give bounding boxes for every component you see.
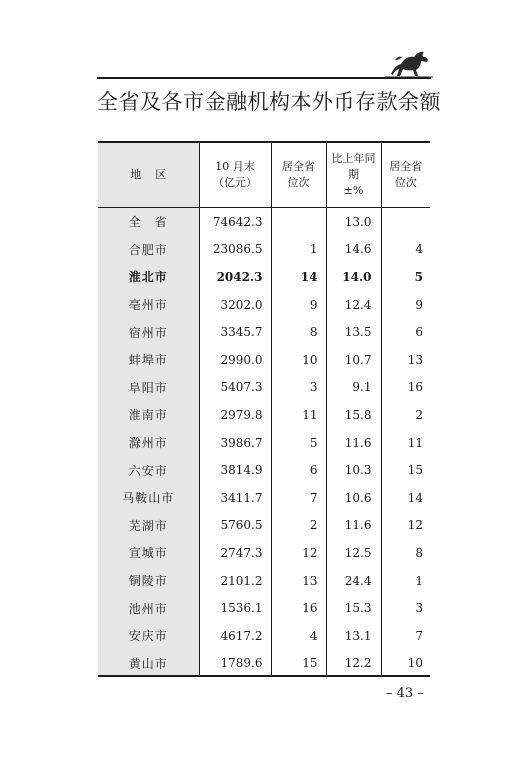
cell-rank-yoy: 4 [381, 236, 430, 264]
cell-rank-balance: 11 [271, 401, 326, 429]
cell-rank-yoy: 10 [381, 650, 430, 678]
header-rank-yoy-line1: 居全省 [389, 160, 423, 173]
table-row [98, 622, 430, 650]
cell-balance: 2990.0 [199, 346, 271, 374]
cell-region: 滁州市 [128, 436, 168, 451]
cell-yoy: 10.3 [326, 456, 381, 484]
cell-balance: 74642.3 [199, 208, 271, 236]
header-yoy-line3: ±% [343, 184, 364, 197]
cell-region: 芜湖市 [128, 518, 168, 533]
cell-rank-balance: 8 [271, 318, 326, 346]
cell-region: 蚌埠市 [128, 353, 168, 368]
cell-balance: 5760.5 [199, 512, 271, 540]
table-row [98, 346, 430, 374]
table-row [98, 650, 430, 678]
table-row [98, 401, 430, 429]
cell-region: 合肥市 [128, 242, 168, 257]
table-row [98, 263, 430, 291]
cell-region: 安庆市 [128, 629, 168, 644]
cell-region: 池州市 [128, 601, 168, 616]
table-header-row [98, 143, 430, 208]
cell-rank-yoy: 12 [381, 512, 430, 540]
cell-region: 马鞍山市 [122, 491, 175, 506]
table-row [98, 484, 430, 512]
header-yoy-line2: 期 [348, 168, 359, 181]
cell-rank-yoy: 9 [381, 291, 430, 319]
cell-rank-yoy: 13 [381, 346, 430, 374]
table-row [98, 567, 430, 595]
header-balance-line1: 10 月末 [215, 160, 255, 173]
cell-balance: 2101.2 [199, 567, 271, 595]
cell-rank-yoy: 5 [381, 263, 430, 291]
table-body [98, 208, 430, 678]
cell-rank-balance: 7 [271, 484, 326, 512]
header-rank-balance [271, 143, 326, 208]
page-number: – 43 – [386, 686, 424, 701]
cell-balance: 2747.3 [199, 539, 271, 567]
cell-balance: 3345.7 [199, 318, 271, 346]
header-rule [97, 77, 431, 79]
cell-yoy: 15.3 [326, 594, 381, 622]
table-row [98, 429, 430, 457]
cell-rank-yoy [381, 208, 430, 236]
cell-region: 铜陵市 [128, 574, 168, 589]
cell-rank-balance [271, 208, 326, 236]
cell-balance: 5407.3 [199, 374, 271, 402]
cell-rank-balance: 5 [271, 429, 326, 457]
cell-rank-balance: 14 [271, 263, 326, 291]
cell-rank-balance: 2 [271, 512, 326, 540]
cell-yoy: 14.6 [326, 236, 381, 264]
cell-region: 全 省 [128, 215, 168, 230]
horse-icon [385, 48, 433, 78]
cell-yoy: 24.4 [326, 567, 381, 595]
header-region: 地区 [98, 143, 199, 208]
cell-yoy: 12.4 [326, 291, 381, 319]
cell-yoy: 9.1 [326, 374, 381, 402]
cell-rank-yoy: 8 [381, 539, 430, 567]
cell-yoy: 11.6 [326, 429, 381, 457]
cell-balance: 2979.8 [199, 401, 271, 429]
cell-rank-yoy: 1 [381, 567, 430, 595]
cell-yoy: 10.6 [326, 484, 381, 512]
cell-region: 亳州市 [128, 298, 168, 313]
cell-yoy: 15.8 [326, 401, 381, 429]
cell-balance: 2042.3 [199, 263, 271, 291]
table-row [98, 374, 430, 402]
cell-region: 阜阳市 [128, 380, 168, 395]
cell-balance: 3986.7 [199, 429, 271, 457]
cell-region: 宣城市 [128, 546, 168, 561]
cell-rank-yoy: 2 [381, 401, 430, 429]
header-rank-balance-line2: 位次 [287, 176, 310, 189]
cell-rank-yoy: 6 [381, 318, 430, 346]
cell-region: 黄山市 [128, 656, 168, 671]
cell-region: 宿州市 [128, 325, 168, 340]
table-row [98, 291, 430, 319]
header-yoy-line1: 比上年同 [331, 152, 376, 165]
table-row [98, 594, 430, 622]
cell-balance: 3411.7 [199, 484, 271, 512]
cell-rank-yoy: 11 [381, 429, 430, 457]
cell-rank-yoy: 16 [381, 374, 430, 402]
table-row [98, 512, 430, 540]
cell-rank-balance: 9 [271, 291, 326, 319]
cell-balance: 3814.9 [199, 456, 271, 484]
table-row [98, 208, 430, 236]
cell-yoy: 12.2 [326, 650, 381, 678]
header-balance [199, 143, 271, 208]
cell-yoy: 13.0 [326, 208, 381, 236]
cell-yoy: 11.6 [326, 512, 381, 540]
table-row [98, 539, 430, 567]
cell-rank-balance: 6 [271, 456, 326, 484]
header-yoy [326, 143, 381, 208]
cell-yoy: 14.0 [326, 263, 381, 291]
cell-rank-balance: 13 [271, 567, 326, 595]
cell-rank-yoy: 15 [381, 456, 430, 484]
cell-region: 淮南市 [128, 408, 168, 423]
deposit-table-frame [98, 141, 430, 677]
cell-region: 六安市 [128, 463, 168, 478]
cell-rank-balance: 4 [271, 622, 326, 650]
cell-balance: 1536.1 [199, 594, 271, 622]
cell-balance: 3202.0 [199, 291, 271, 319]
page-title: 全省及各市金融机构本外币存款余额 [97, 90, 441, 114]
header-balance-line2: （亿元） [213, 176, 257, 189]
header-rank-balance-line1: 居全省 [282, 160, 315, 173]
header-rank-yoy-line2: 位次 [394, 176, 417, 189]
cell-rank-balance: 15 [271, 650, 326, 678]
header-rank-yoy [381, 143, 430, 208]
table-row [98, 456, 430, 484]
cell-rank-balance: 10 [271, 346, 326, 374]
cell-rank-yoy: 7 [381, 622, 430, 650]
cell-region: 淮北市 [128, 270, 168, 285]
cell-balance: 4617.2 [199, 622, 271, 650]
cell-rank-balance: 16 [271, 594, 326, 622]
cell-balance: 23086.5 [199, 236, 271, 264]
cell-yoy: 12.5 [326, 539, 381, 567]
table-row [98, 318, 430, 346]
cell-rank-balance: 1 [271, 236, 326, 264]
cell-yoy: 13.1 [326, 622, 381, 650]
cell-rank-yoy: 14 [381, 484, 430, 512]
cell-yoy: 10.7 [326, 346, 381, 374]
cell-balance: 1789.6 [199, 650, 271, 678]
cell-yoy: 13.5 [326, 318, 381, 346]
deposit-table [98, 143, 430, 677]
cell-rank-balance: 3 [271, 374, 326, 402]
cell-rank-balance: 12 [271, 539, 326, 567]
table-row [98, 236, 430, 264]
cell-rank-yoy: 3 [381, 594, 430, 622]
